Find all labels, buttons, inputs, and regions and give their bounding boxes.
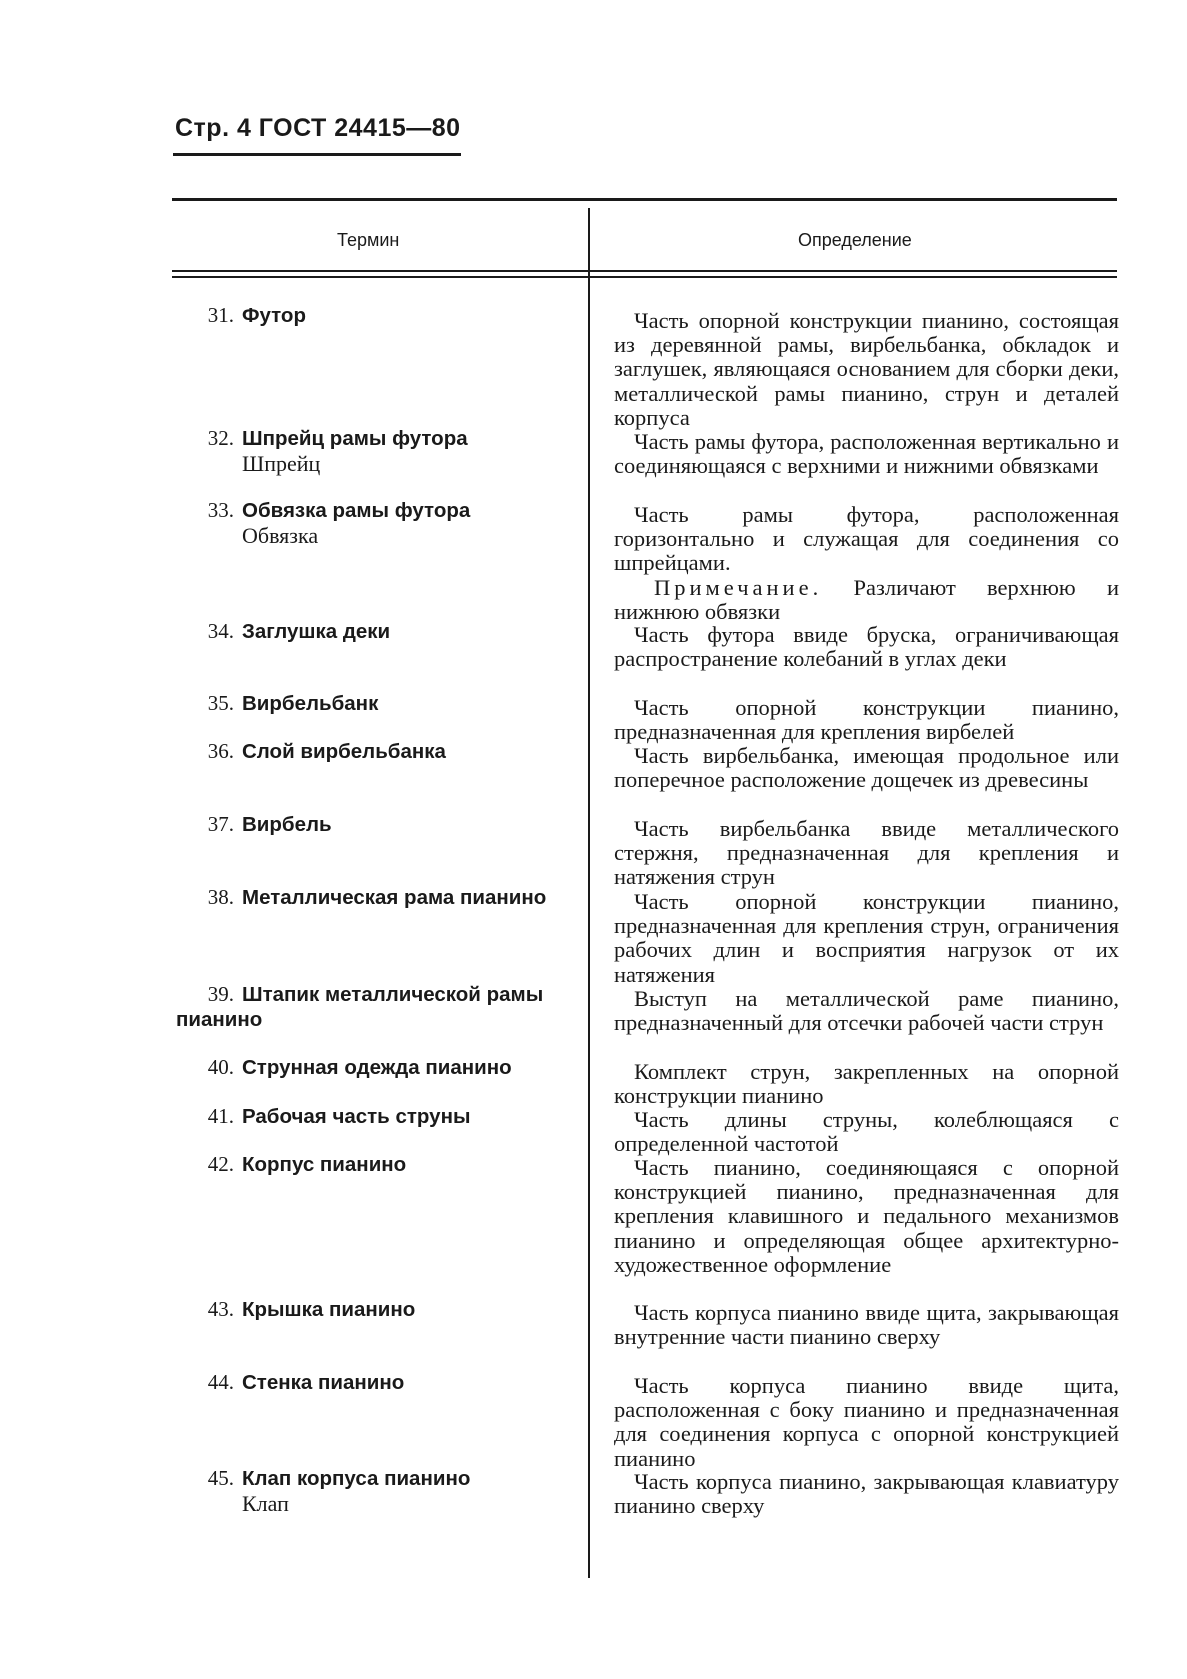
definition-cell: Комплект струн, закрепленных на опорной конструкции пианино bbox=[614, 1059, 1119, 1109]
definition-note: Примечание. Различают верхнюю и нижнюю обвязки bbox=[614, 574, 1120, 624]
term-cell: 34. Заглушка деки bbox=[207, 619, 391, 643]
page-header: Стр. 4 ГОСТ 24415—80 bbox=[175, 114, 461, 142]
term-cell: 42. Корпус пианино bbox=[207, 1152, 407, 1176]
definition-cell: Выступ на металлической раме пианино, предназначенный для отсечки рабочей части струн bbox=[614, 986, 1119, 1036]
term-name: Заглушка деки bbox=[242, 620, 391, 643]
header-bottom-rule-2 bbox=[172, 276, 1117, 278]
term-cell: 41. Рабочая часть струны bbox=[207, 1104, 471, 1128]
term-name: Клап корпуса пианино bbox=[242, 1467, 471, 1490]
definition-cell: Часть пианино, соединяющаяся с опорной конструкцией пианино, предназначенная для крепления клавишного и педального механизмов пианино и определяющая общее архитектурно-художественное оформление bbox=[614, 1155, 1119, 1277]
definition-cell: Часть длины струны, колеблющаяся с определенной частотой bbox=[614, 1107, 1119, 1157]
header-bottom-rule bbox=[172, 270, 1117, 272]
term-synonym: Клап bbox=[242, 1490, 289, 1516]
term-name: Металлическая рама пианино bbox=[242, 886, 547, 909]
term-name: Шпрейц рамы футора bbox=[242, 427, 468, 450]
term-cell: 38. Металлическая рама пианино bbox=[207, 885, 547, 909]
term-cell: 32. Шпрейц рамы футора Шпрейц bbox=[176, 426, 584, 476]
term-cell: 37. Вирбель bbox=[207, 812, 332, 836]
term-cell: 40. Струнная одежда пианино bbox=[207, 1055, 512, 1079]
term-name: Вирбель bbox=[242, 813, 332, 836]
term-cell: 33. Обвязка рамы футора Обвязка bbox=[176, 498, 584, 548]
definition-cell: Часть корпуса пианино ввиде щита, расположенная с боку пианино и предназначенная для соединения корпуса с опорной конструкцией пианино bbox=[614, 1373, 1119, 1471]
term-name: Стенка пианино bbox=[242, 1371, 405, 1394]
term-cell: 43. Крышка пианино bbox=[207, 1297, 416, 1321]
term-name: Рабочая часть струны bbox=[242, 1105, 471, 1128]
header-rule bbox=[173, 153, 461, 156]
definition-cell: Часть корпуса пианино ввиде щита, закрывающая внутренние части пианино сверху bbox=[614, 1300, 1119, 1350]
term-cell: 35. Вирбельбанк bbox=[207, 691, 379, 715]
table-top-rule bbox=[172, 198, 1117, 201]
definition-cell: Часть вирбельбанка ввиде металлического стержня, предназначенная для крепления и натяжения струн bbox=[614, 816, 1119, 890]
term-synonym: Шпрейц bbox=[242, 450, 321, 476]
term-cell: 44. Стенка пианино bbox=[207, 1370, 405, 1394]
term-cell: 31. Футор bbox=[207, 303, 306, 327]
term-cell: 39. Штапик металлической рамы пианино bbox=[176, 982, 544, 1031]
definition-cell: Часть рамы футора, расположенная горизонтально и служащая для соединения со шпрейцами. Примечание. Различают верхнюю и нижнюю обвязки bbox=[614, 502, 1120, 624]
term-name: Слой вирбельбанка bbox=[242, 740, 446, 763]
term-synonym: Обвязка bbox=[242, 522, 319, 548]
definition-cell: Часть опорной конструкции пианино, предназначенная для крепления струн, ограничения рабочих длин и восприятия нагрузок от их натяжения bbox=[614, 889, 1119, 987]
definition-cell: Часть опорной конструкции пианино, предназначенная для крепления вирбелей bbox=[614, 695, 1119, 745]
definition-cell: Часть рамы футора, расположенная вертикально и соединяющаяся с верхними и нижними обвязками bbox=[614, 429, 1119, 479]
column-header-term: Термин bbox=[337, 230, 400, 250]
term-name: Крышка пианино bbox=[242, 1298, 416, 1321]
term-name: Футор bbox=[242, 304, 306, 327]
column-header-definition: Определение bbox=[798, 230, 912, 250]
definition-cell: Часть футора ввиде бруска, ограничивающая распространение колебаний в углах деки bbox=[614, 622, 1119, 672]
definition-cell: Часть корпуса пианино, закрывающая клавиатуру пианино сверху bbox=[614, 1469, 1119, 1519]
term-name: Обвязка рамы футора bbox=[242, 499, 471, 522]
term-name: Вирбельбанк bbox=[242, 692, 379, 715]
definition-cell: Часть вирбельбанка, имеющая продольное или поперечное расположение дощечек из древесины bbox=[614, 743, 1119, 793]
term-name: Корпус пианино bbox=[242, 1153, 407, 1176]
term-name: Штапик металлической рамы пианино bbox=[176, 983, 544, 1031]
term-cell: 36. Слой вирбельбанка bbox=[207, 739, 446, 763]
definition-cell: Часть опорной конструкции пианино, состоящая из деревянной рамы, вирбельбанка, обкладок и заглушек, являющаяся основанием для сборки деки, металлической рамы пианино, струн и деталей корпуса bbox=[614, 308, 1119, 430]
term-name: Струнная одежда пианино bbox=[242, 1056, 512, 1079]
column-divider bbox=[588, 208, 590, 1578]
term-cell: 45. Клап корпуса пианино Клап bbox=[176, 1466, 584, 1516]
